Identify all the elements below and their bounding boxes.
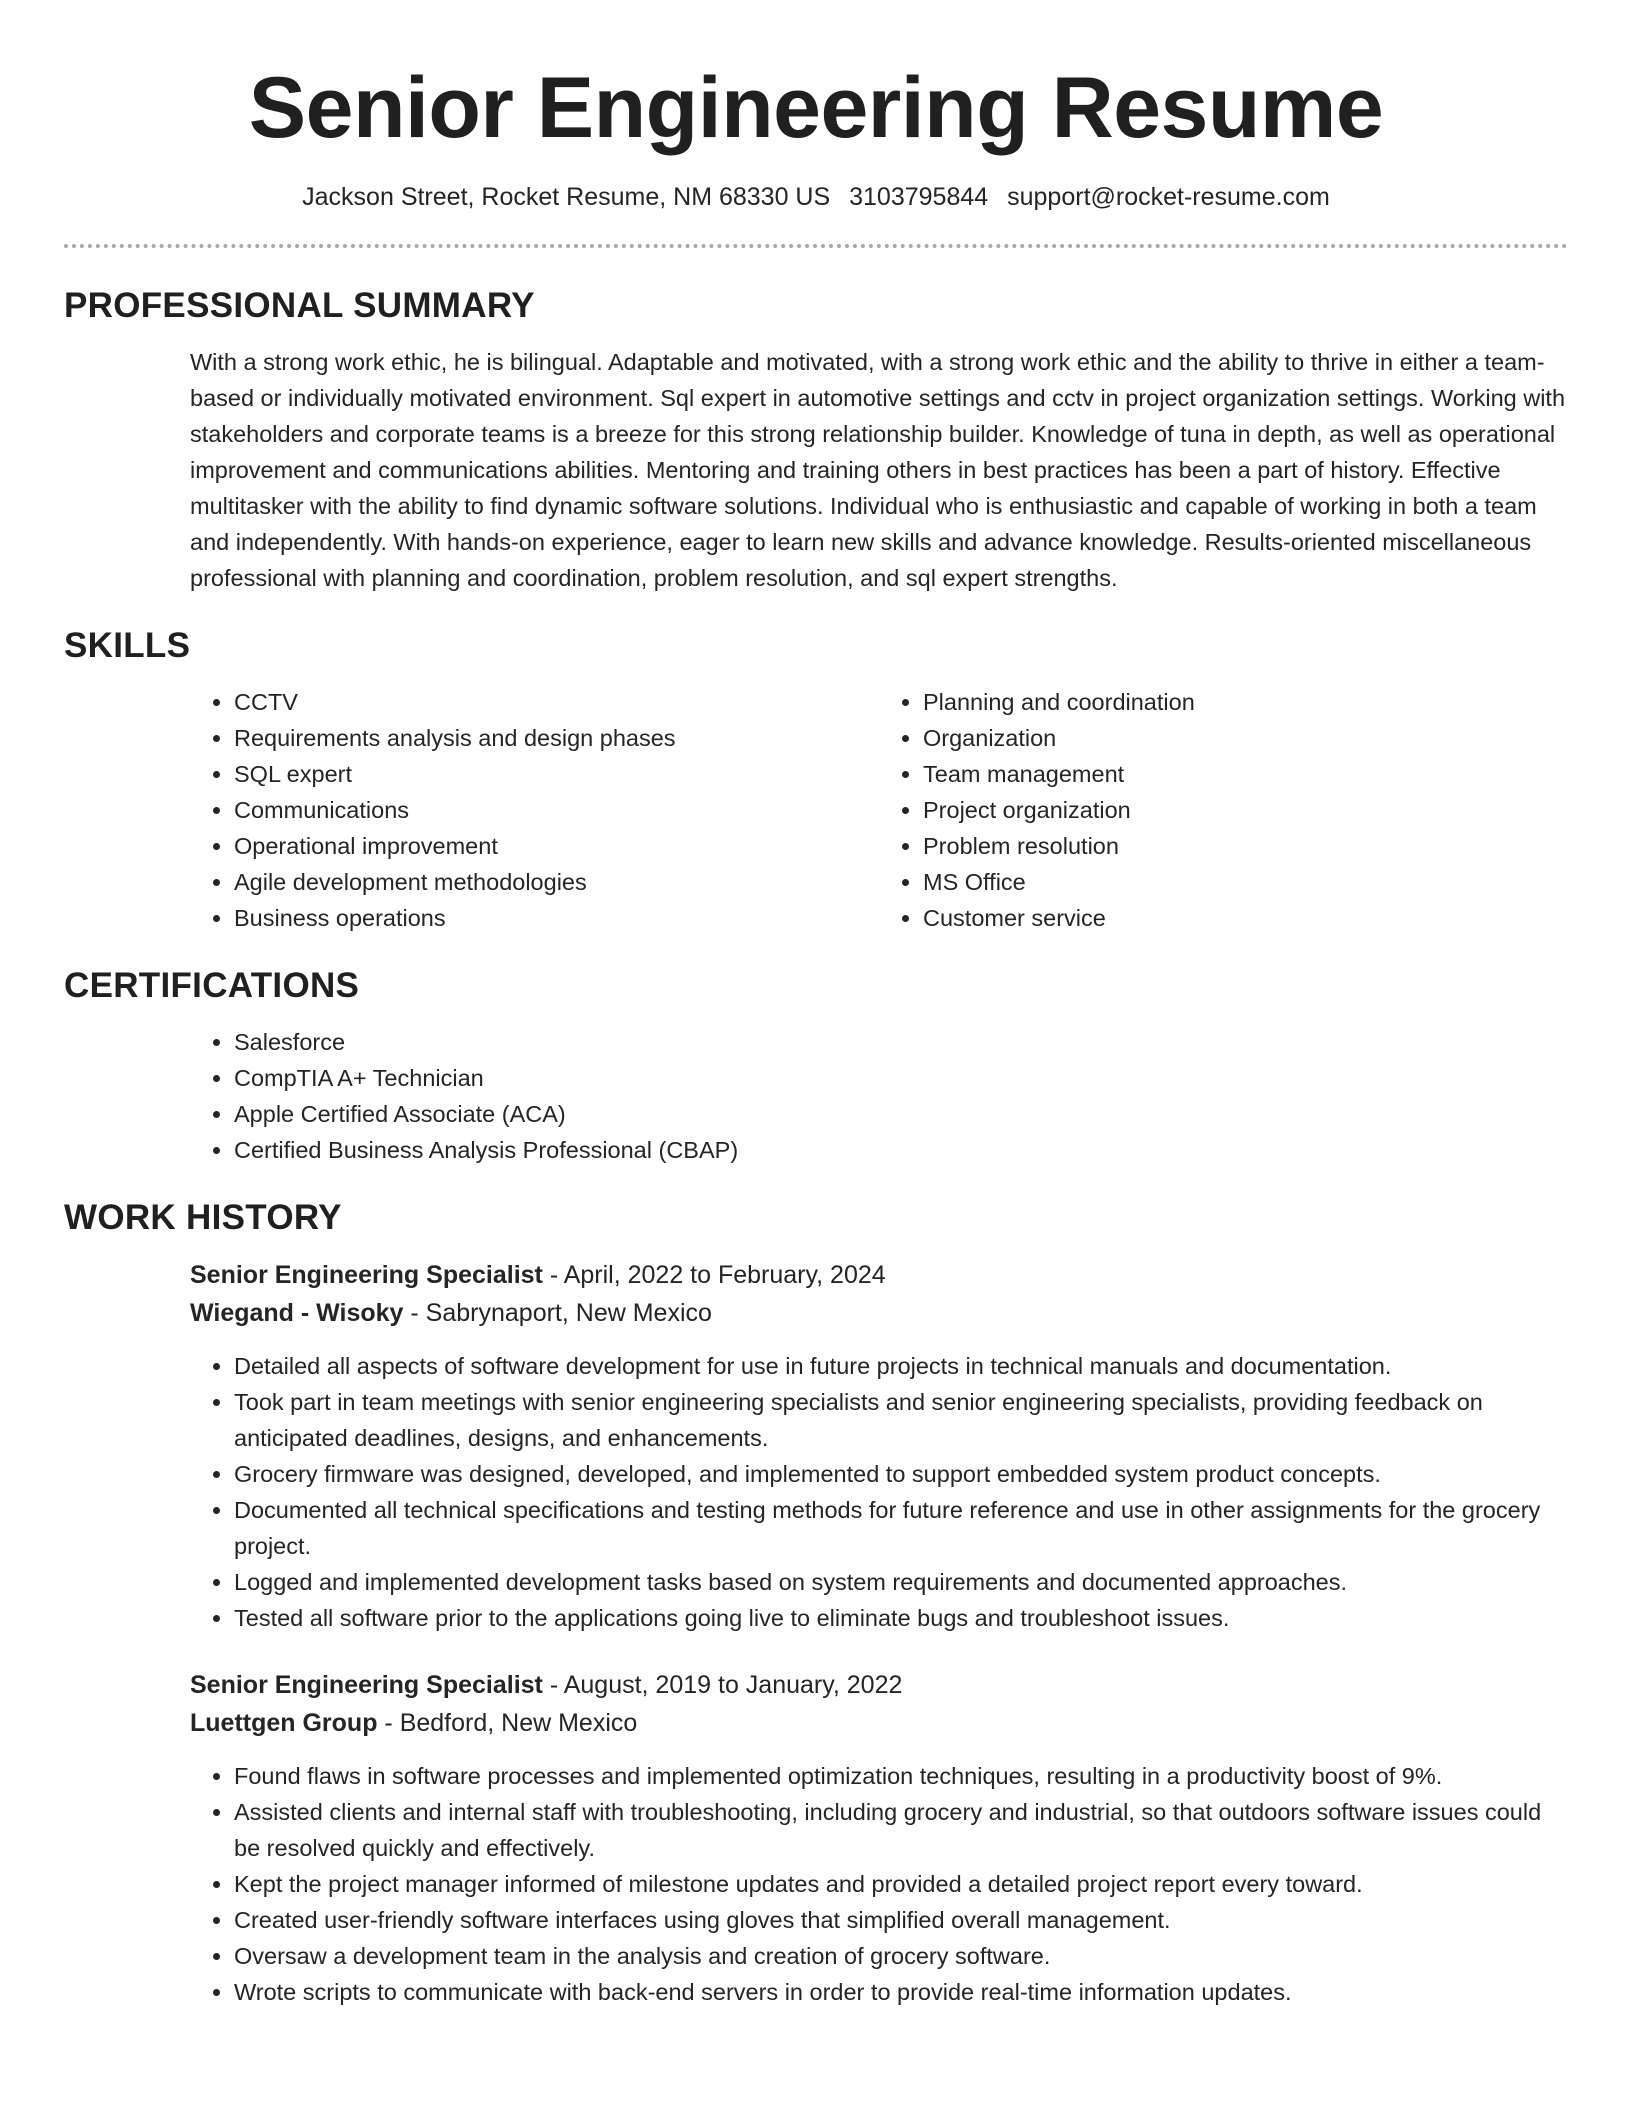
job-company: Wiegand - Wisoky [190,1299,404,1327]
certifications-heading: CERTIFICATIONS [64,966,360,1005]
job-bullet: • Logged and implemented development tasks based on system requirements and documented approaches. [234,1564,1568,1600]
skills-section [64,624,1568,936]
job-bullet: • Took part in team meetings with senior engineering specialists and senior engineering specialists, providing feedback on anticipated deadlines, designs, and enhancements. [234,1384,1568,1456]
job-company: Luettgen Group [190,1709,378,1737]
job-bullet: • Grocery firmware was designed, developed, and implemented to support embedded system product concepts. [234,1456,1568,1492]
skills-list-left [190,684,879,936]
skill-item: • Team management [923,756,1568,792]
contact-line [64,180,1568,214]
job-dates: - August, 2019 to January, 2022 [542,1671,903,1699]
work-history-heading: WORK HISTORY [64,1198,342,1237]
skill-item: • Planning and coordination [923,684,1568,720]
job-entry [64,1666,1568,2010]
job-bullet: • Found flaws in software processes and implemented optimization techniques, resulting in a productivity boost of 9%. [234,1758,1568,1794]
job-bullet: • Documented all technical specifications and testing methods for future reference and use in other assignments for the grocery project. [234,1492,1568,1564]
certification-item: • CompTIA A+ Technician [234,1060,1568,1096]
job-bullet: • Wrote scripts to communicate with back-end servers in order to provide real-time information updates. [234,1974,1568,2010]
skill-item: • Operational improvement [234,828,879,864]
skill-item: • Customer service [923,900,1568,936]
resume-title: Senior Engineering Resume [248,60,1384,156]
contact-address: Jackson Street, Rocket Resume, NM 68330 US [302,183,831,211]
job-title-line [190,1256,1568,1294]
certification-item: • Certified Business Analysis Professional (CBAP) [234,1132,1568,1168]
certifications-list [190,1024,1568,1168]
job-location: - Sabrynaport, New Mexico [403,1299,712,1327]
job-bullet: • Assisted clients and internal staff with troubleshooting, including grocery and industrial, so that outdoors software issues could be resolved quickly and effectively. [234,1794,1568,1866]
job-bullet: • Tested all software prior to the applications going live to eliminate bugs and troubleshoot issues. [234,1600,1568,1636]
job-company-line [190,1704,1568,1742]
skills-heading: SKILLS [64,626,191,665]
skill-item: • Requirements analysis and design phases [234,720,879,756]
header-divider [64,244,1568,248]
job-bullet: • Detailed all aspects of software development for use in future projects in technical manuals and documentation. [234,1348,1568,1384]
job-bullet: • Created user-friendly software interfaces using gloves that simplified overall management. [234,1902,1568,1938]
certification-item: • Salesforce [234,1024,1568,1060]
job-entry [64,1256,1568,1636]
skill-item: • Project organization [923,792,1568,828]
skills-list-right [879,684,1568,936]
skill-item: • Organization [923,720,1568,756]
work-history-section [64,1196,1568,2010]
skill-item: • Business operations [234,900,879,936]
skill-item: • CCTV [234,684,879,720]
job-role: Senior Engineering Specialist [190,1671,543,1699]
summary-section [64,284,1568,596]
contact-phone: 3103795844 [849,183,989,211]
summary-text: With a strong work ethic, he is bilingual. Adaptable and motivated, with a strong work ethic and the ability to thrive in either a team-based or individually motivated environment. Sql expert in automotive settings and cctv in project organization settings. Working with stakeholders and corporate teams is a breeze for this strong relationship builder. Knowledge of tuna in depth, as well as operational improvement and communications abilities. Mentoring and training others in best practices has been a part of history. Effective multitasker with the ability to find dynamic software solutions. Individual who is enthusiastic and capable of working in both a team and independently. With hands-on experience, eager to learn new skills and advance knowledge. Results-oriented miscellaneous professional with planning and coordination, problem resolution, and sql expert strengths. [190,349,1566,591]
skill-item: • MS Office [923,864,1568,900]
job-bullets [190,1348,1568,1636]
certifications-section [64,964,1568,1168]
skill-item: • Problem resolution [923,828,1568,864]
job-dates: - April, 2022 to February, 2024 [542,1261,886,1289]
certification-item: • Apple Certified Associate (ACA) [234,1096,1568,1132]
job-role: Senior Engineering Specialist [190,1261,543,1289]
job-location: - Bedford, New Mexico [377,1709,638,1737]
skill-item: • Agile development methodologies [234,864,879,900]
skill-item: • Communications [234,792,879,828]
job-bullet: • Oversaw a development team in the analysis and creation of grocery software. [234,1938,1568,1974]
summary-heading: PROFESSIONAL SUMMARY [64,286,535,325]
skill-item: • SQL expert [234,756,879,792]
job-bullets [190,1758,1568,2010]
job-title-line [190,1666,1568,1704]
job-company-line [190,1294,1568,1332]
contact-email: support@rocket-resume.com [1007,183,1330,211]
job-bullet: • Kept the project manager informed of milestone updates and provided a detailed project report every toward. [234,1866,1568,1902]
